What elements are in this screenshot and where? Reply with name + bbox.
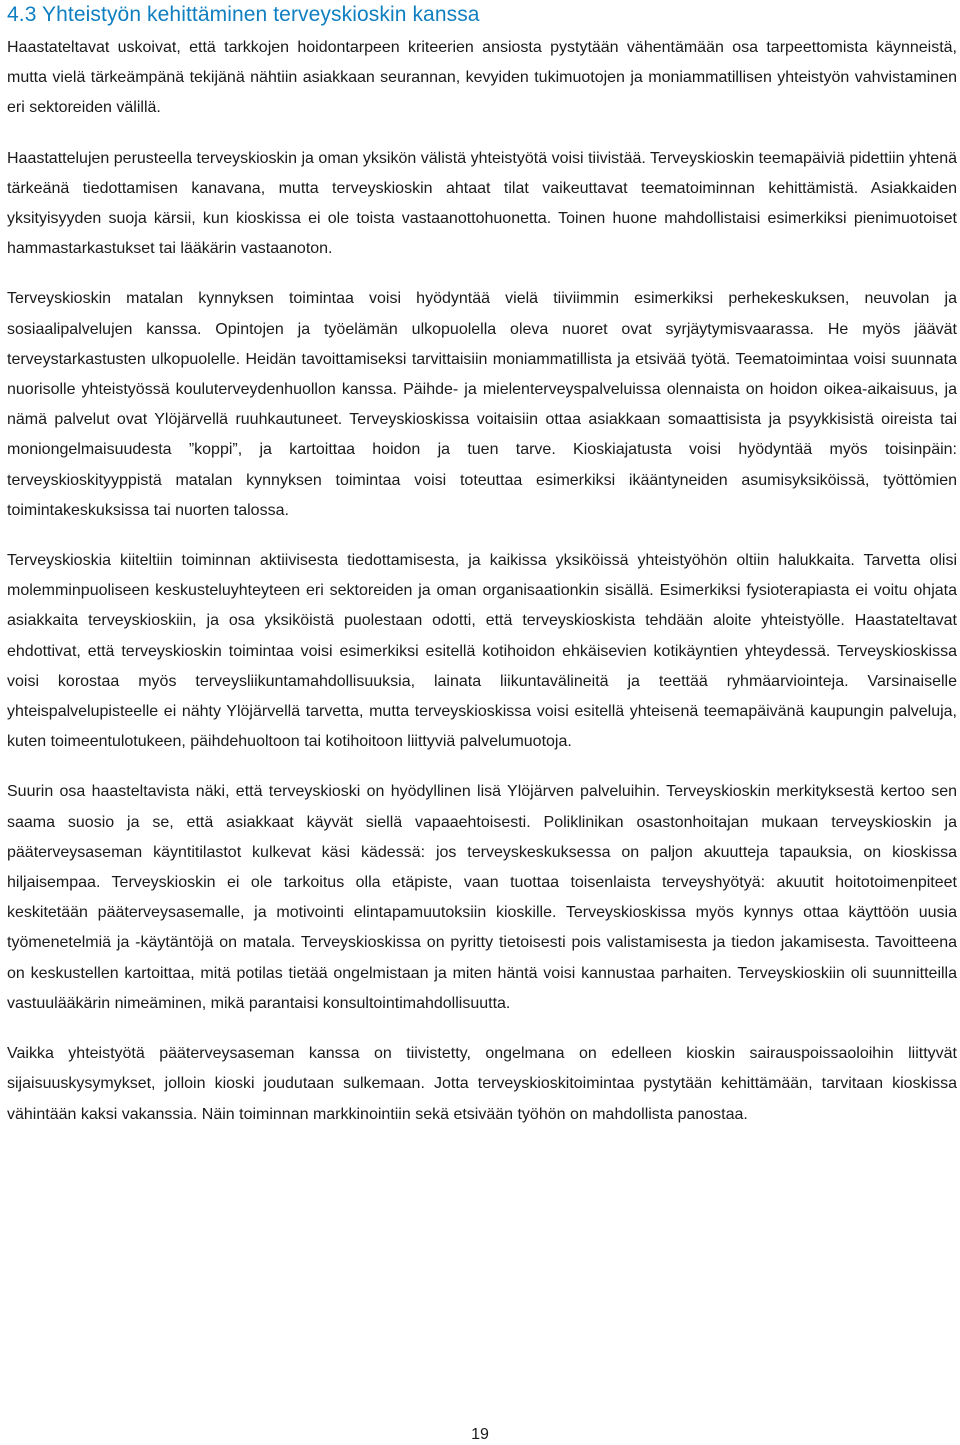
page-number: 19 — [471, 1426, 489, 1443]
paragraph-2: Haastattelujen perusteella terveyskioskin ja oman yksikön välistä yhteistyötä voisi tiivistää. Terveyskioskin teemapäiviä pidettiin yhtenä tärkeänä tiedottamisen kanavana, mutta terveyskioskin ahtaat tilat vaikeuttavat teematoiminnan kehittämistä. Asiakkaiden yksityisyyden suoja kärsii, kun kioskissa ei ole toista vastaanottohuonetta. Toinen huone mahdollistaisi esimerkiksi pienimuotoiset hammastarkastukset tai lääkärin vastaanoton. — [7, 149, 957, 258]
paragraph-4: Terveyskioskia kiiteltiin toiminnan aktiivisesta tiedottamisesta, ja kaikissa yksiköissä yhteistyöhön oltiin halukkaita. Tarvetta olisi molemminpuoliseen keskusteluyhteyteen eri sektoreiden ja oman organisaationkin sisällä. Esimerkiksi fysioterapiasta ei voitu ohjata asiakkaita terveyskioskiin, ja osa yksiköistä puolestaan odotti, että terveyskioskista tehdään aloite yhteistyölle. Haastateltavat ehdottivat, että terveyskioskin toimintaa voisi esimerkiksi esitellä kotihoidon ehkäisevien kotikäyntien yhteydessä. Terveyskioskissa voisi korostaa myös terveysliikuntamahdollisuuksia, lainata liikuntavälineitä ja teettää ryhmäarviointeja. Varsinaiselle yhteispalvelupisteelle ei nähty Ylöjärvellä tarvetta, mutta terveyskioskissa voisi esitellä yhteisenä teemapäivänä kaupungin palveluja, kuten toimeentulotukeen, päihdehuoltoon tai kotihoitoon liittyviä palvelumuotoja. — [7, 552, 957, 751]
paragraph-5: Suurin osa haasteltavista näki, että terveyskioski on hyödyllinen lisä Ylöjärven palveluihin. Terveyskioskin merkityksestä kertoo sen saama suosio ja se, että asiakkaat käyvät siellä vapaaehtoisesti. Poliklinikan osastonhoitajan mukaan terveyskioskin ja pääterveysaseman käyntitilastot kulkevat käsi kädessä: jos terveyskeskuksessa on paljon akuutteja tapauksia, on kioskissa hiljaisempaa. Terveyskioskin ei ole tarkoitus olla etäpiste, vaan tuottaa toisenlaista terveyshyötyä: akuutit hoitotoimenpiteet keskitetään pääterveysasemalle, ja motivointi elintapamuutoksiin kioskille. Terveyskioskissa myös kynnys ottaa käyttöön uusia työmenetelmiä ja -käytäntöjä on matala. Terveyskioskissa on pyritty tietoisesti pois valistamisesta ja tiedon jakamisesta. Tavoitteena on keskustellen kartoittaa, mitä potilas tietää ongelmistaan ja miten häntä voisi kannustaa parhaiten. Terveyskioskiin oli suunnitteilla vastuulääkärin nimeäminen, mikä parantaisi konsultointimahdollisuutta. — [7, 783, 957, 1012]
paragraph-6: Vaikka yhteistyötä pääterveysaseman kanssa on tiivistetty, ongelmana on edelleen kioskin sairauspoissaoloihin liittyvät sijaisuuskysymykset, jolloin kioski joudutaan sulkemaan. Jotta terveyskioskitoimintaa pystytään kehittämään, tarvitaan kioskissa vähintään kaksi vakanssia. Näin toiminnan markkinointiin sekä etsivään työhön on mahdollista panostaa. — [7, 1045, 957, 1123]
section-heading: 4.3 Yhteistyön kehittäminen terveyskioskin kanssa — [7, 3, 480, 26]
paragraph-3: Terveyskioskin matalan kynnyksen toimintaa voisi hyödyntää vielä tiiviimmin esimerkiksi perhekeskuksen, neuvolan ja sosiaalipalvelujen kanssa. Opintojen ja työelämän ulkopuolella oleva nuoret ovat syrjäytymisvaarassa. He myös jäävät terveystarkastusten ulkopuolelle. Heidän tavoittamiseksi tarvittaisiin moniammatillista ja etsivää työtä. Teematoimintaa voisi suunnata nuorisolle yhteistyössä kouluterveydenhuollon kanssa. Päihde- ja mielenterveyspalveluissa olennaista on hoidon oikea-aikaisuus, ja nämä palvelut ovat Ylöjärvellä ruuhkautuneet. Terveyskioskissa voitaisiin ottaa asiakkaan somaattisista ja psyykkisistä oireista tai moniongelmaisuudesta ”koppi”, ja kartoittaa hoidon ja tuen tarve. Kioskiajatusta voisi hyödyntää myös toisinpäin: terveyskioskityyppistä matalan kynnyksen toimintaa voisi toteuttaa esimerkiksi ikääntyneiden asumisyksiköissä, työttömien toimintakeskuksissa tai nuorten talossa. — [7, 290, 957, 519]
document-page — [7, 0, 957, 1130]
paragraph-1: Haastateltavat uskoivat, että tarkkojen hoidontarpeen kriteerien ansiosta pystytään vähentämään osa tarpeettomista käynneistä, mutta vielä tärkeämpänä tekijänä nähtiin asiakkaan seurannan, kevyiden tukimuotojen ja moniammatillisen yhteistyön vahvistaminen eri sektoreiden välillä. — [7, 39, 957, 117]
